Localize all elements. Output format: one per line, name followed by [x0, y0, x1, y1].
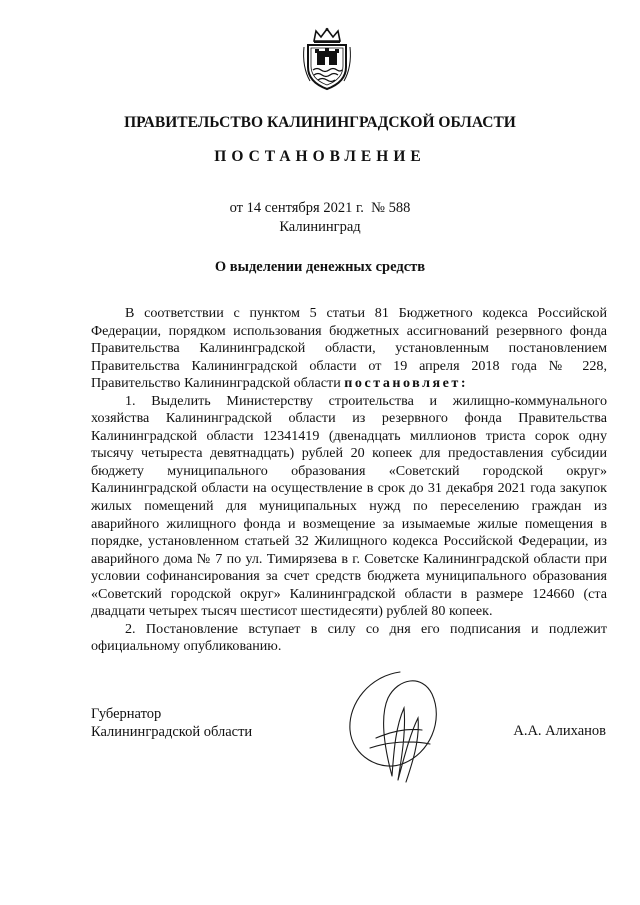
document-date: 14 сентября 2021 г. [246, 200, 364, 216]
preamble-text: В соответствии с пунктом 5 статьи 81 Бюджетного кодекса Российской Федерации, порядком использования бюджетных ассигнований резервного фонда Правительства Калининградской области, установленным постановлением Правительства Калининградской области от 19 апреля 2018 года № 228, Правительство Калининградской области [91, 305, 607, 392]
preamble-paragraph [91, 305, 607, 393]
signer-position-line2: Калининградской области [91, 724, 253, 740]
date-number-line [0, 200, 640, 217]
date-prefix: от [229, 200, 244, 216]
document-subject: О выделении денежных средств [214, 259, 426, 275]
document-number: 588 [388, 200, 411, 216]
signer-position-line1: Губернатор [91, 706, 162, 722]
item-1-paragraph: 1. Выделить Министерству строительства и жилищно-коммунального хозяйства Калининградской области из резервного фонда Правительства Калининградской области 12341419 (двенадцать миллионов триста сорок одну тысячу четыреста девятнадцать) рублей 20 копеек для предоставления субсидии бюджету муниципального образования «Советский городской округ» Калининградской области на осуществление в срок до 31 декабря 2021 года закупок жилых помещений для муниципальных нужд по переселению граждан из аварийного жилищного фонда и возмещение за изымаемые жилые помещения в порядке, установленном статьей 32 Жилищного кодекса Российской Федерации, из аварийного дома № 7 по ул. Тимирязева в г. Советске Калининградской области при условии софинансирования за счет средств бюджета муниципального образования «Советский городской округ» Калининградской области в размере 124660 (ста двадцати четырех тысяч шестисот шестидесяти) рублей 80 копеек. [91, 392, 607, 620]
coat-of-arms-icon [300, 27, 354, 91]
document-body [91, 305, 607, 656]
decree-word: постановляет: [344, 375, 469, 392]
document-type: ПОСТАНОВЛЕНИЕ [214, 148, 426, 165]
signer-position [91, 705, 252, 741]
signer-name: А.А. Алиханов [513, 723, 606, 739]
government-title: ПРАВИТЕЛЬСТВО КАЛИНИНГРАДСКОЙ ОБЛАСТИ [124, 114, 516, 131]
document-city: Калининград [279, 219, 361, 235]
item-2-paragraph: 2. Постановление вступает в силу со дня его подписания и подлежит официальному опубликованию. [91, 620, 607, 655]
number-sign: № [371, 200, 385, 216]
handwritten-signature-icon [340, 668, 450, 786]
